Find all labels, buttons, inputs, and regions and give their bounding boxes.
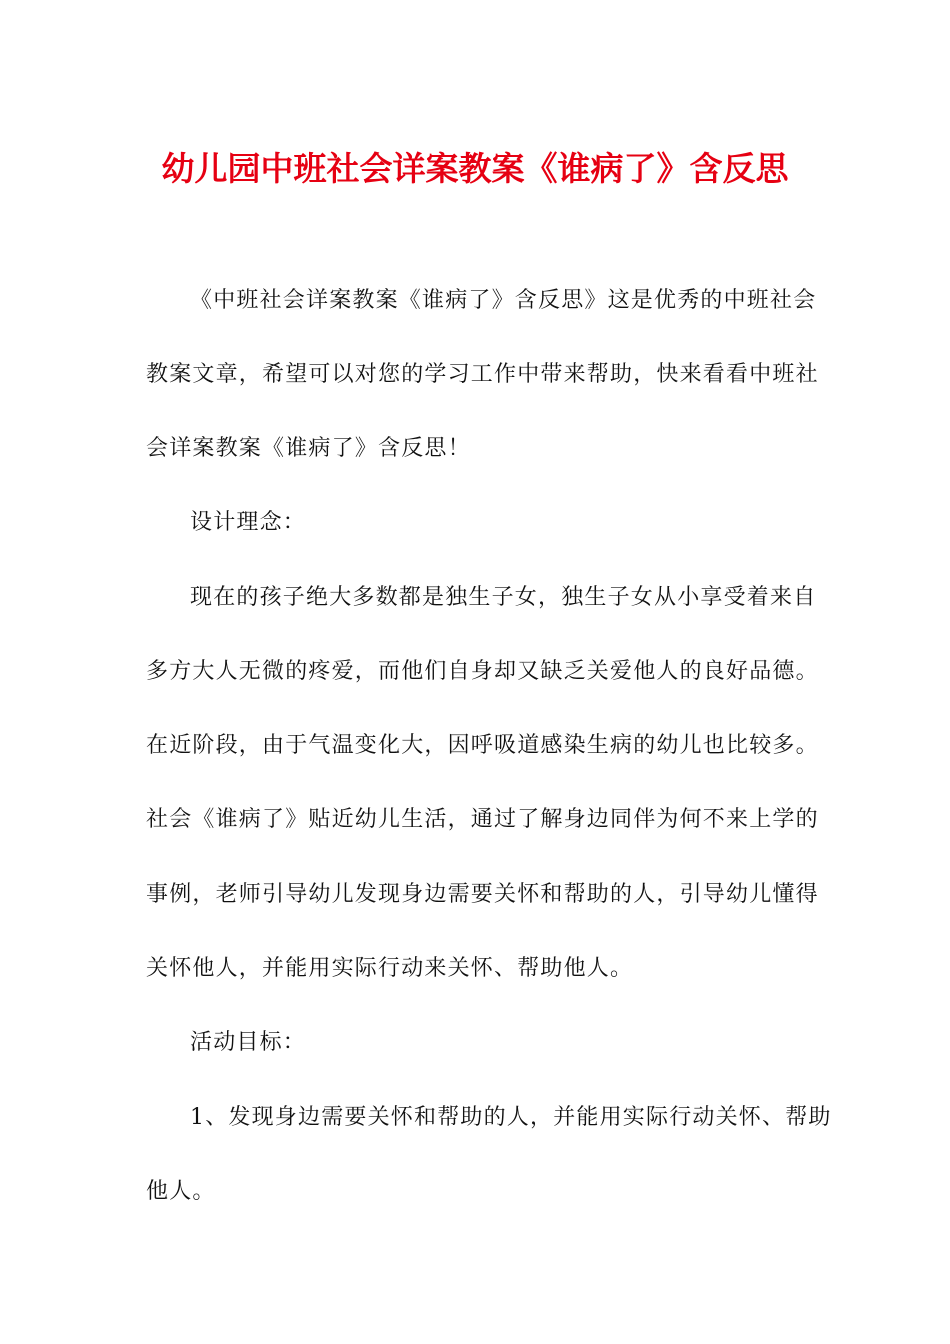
- goal-item-1-line-1: 1、发现身边需要关怀和帮助的人，并能用实际行动关怀、帮助: [190, 1105, 832, 1130]
- paragraph-concept-line-1: 现在的孩子绝大多数都是独生子女，独生子女从小享受着来自: [190, 585, 817, 610]
- document-title: 幼儿园中班社会详案教案《谁病了》含反思: [161, 149, 789, 188]
- section-heading-design-concept: 设计理念：: [190, 510, 307, 535]
- paragraph-concept-line-5: 事例，老师引导幼儿发现身边需要关怀和帮助的人，引导幼儿懂得: [146, 882, 819, 907]
- section-heading-activity-goals: 活动目标：: [190, 1030, 307, 1055]
- paragraph-concept-line-2: 多方大人无微的疼爱，而他们自身却又缺乏关爱他人的良好品德。: [146, 659, 819, 684]
- paragraph-concept-line-6: 关怀他人，并能用实际行动来关怀、帮助他人。: [146, 956, 634, 981]
- goal-item-1-line-2: 他人。: [146, 1179, 216, 1204]
- paragraph-intro-line-1: 《中班社会详案教案《谁病了》含反思》这是优秀的中班社会: [190, 288, 817, 313]
- paragraph-intro-line-3: 会详案教案《谁病了》含反思！: [146, 436, 471, 461]
- paragraph-concept-line-4: 社会《谁病了》贴近幼儿生活，通过了解身边同伴为何不来上学的: [146, 807, 819, 832]
- paragraph-intro-line-2: 教案文章，希望可以对您的学习工作中带来帮助，快来看看中班社: [146, 362, 819, 387]
- paragraph-concept-line-3: 在近阶段，由于气温变化大，因呼吸道感染生病的幼儿也比较多。: [146, 733, 819, 758]
